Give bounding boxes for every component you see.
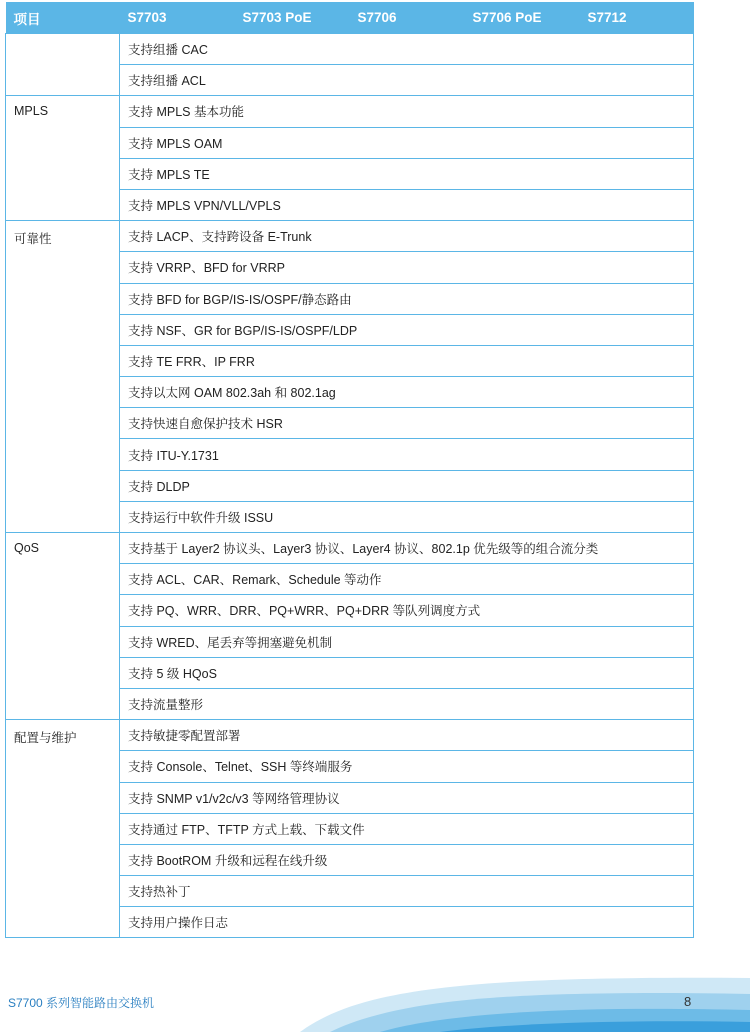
header-s7706-poe: S7706 PoE xyxy=(465,2,580,34)
feature-cell: 支持用户操作日志 xyxy=(120,907,694,938)
feature-cell: 支持快速自愈保护技术 HSR xyxy=(120,408,694,439)
header-s7712: S7712 xyxy=(580,2,694,34)
footer-title: S7700 系列智能路由交换机 xyxy=(8,996,155,1010)
spec-body xyxy=(6,34,694,938)
feature-cell: 支持以太网 OAM 802.3ah 和 802.1ag xyxy=(120,377,694,408)
header-s7703-poe: S7703 PoE xyxy=(235,2,350,34)
category-cell: QoS xyxy=(6,533,120,720)
header-item: 项目 xyxy=(6,2,120,34)
feature-cell: 支持热补丁 xyxy=(120,876,694,907)
feature-cell: 支持 SNMP v1/v2c/v3 等网络管理协议 xyxy=(120,782,694,813)
category-cell: 可靠性 xyxy=(6,221,120,533)
category-cell xyxy=(6,34,120,96)
feature-cell: 支持 BFD for BGP/IS-IS/OSPF/静态路由 xyxy=(120,283,694,314)
feature-cell: 支持 MPLS VPN/VLL/VPLS xyxy=(120,189,694,220)
feature-cell: 支持 Console、Telnet、SSH 等终端服务 xyxy=(120,751,694,782)
feature-cell: 支持组播 CAC xyxy=(120,34,694,65)
feature-cell: 支持 MPLS 基本功能 xyxy=(120,96,694,127)
feature-cell: 支持通过 FTP、TFTP 方式上载、下载文件 xyxy=(120,813,694,844)
spec-table xyxy=(5,2,694,938)
feature-cell: 支持 MPLS TE xyxy=(120,158,694,189)
feature-cell: 支持运行中软件升级 ISSU xyxy=(120,501,694,532)
header-s7706: S7706 xyxy=(350,2,465,34)
category-cell: 配置与维护 xyxy=(6,720,120,938)
feature-cell: 支持 MPLS OAM xyxy=(120,127,694,158)
feature-cell: 支持基于 Layer2 协议头、Layer3 协议、Layer4 协议、802.1p 优先级等的组合流分类 xyxy=(120,533,694,564)
feature-cell: 支持 LACP、支持跨设备 E-Trunk xyxy=(120,221,694,252)
table-header-row xyxy=(6,2,694,34)
table-row xyxy=(6,96,694,127)
header-s7703: S7703 xyxy=(120,2,235,34)
table-row xyxy=(6,720,694,751)
feature-cell: 支持流量整形 xyxy=(120,688,694,719)
feature-cell: 支持 WRED、尾丢弃等拥塞避免机制 xyxy=(120,626,694,657)
table-row xyxy=(6,221,694,252)
feature-cell: 支持 NSF、GR for BGP/IS-IS/OSPF/LDP xyxy=(120,314,694,345)
table-row xyxy=(6,533,694,564)
feature-cell: 支持 BootROM 升级和远程在线升级 xyxy=(120,844,694,875)
feature-cell: 支持 ITU-Y.1731 xyxy=(120,439,694,470)
feature-cell: 支持 ACL、CAR、Remark、Schedule 等动作 xyxy=(120,564,694,595)
category-cell: MPLS xyxy=(6,96,120,221)
feature-cell: 支持 VRRP、BFD for VRRP xyxy=(120,252,694,283)
feature-cell: 支持 TE FRR、IP FRR xyxy=(120,345,694,376)
page-number: 8 xyxy=(684,994,692,1009)
feature-cell: 支持 DLDP xyxy=(120,470,694,501)
feature-cell: 支持 5 级 HQoS xyxy=(120,657,694,688)
table-row xyxy=(6,34,694,65)
feature-cell: 支持敏捷零配置部署 xyxy=(120,720,694,751)
feature-cell: 支持组播 ACL xyxy=(120,65,694,96)
feature-cell: 支持 PQ、WRR、DRR、PQ+WRR、PQ+DRR 等队列调度方式 xyxy=(120,595,694,626)
